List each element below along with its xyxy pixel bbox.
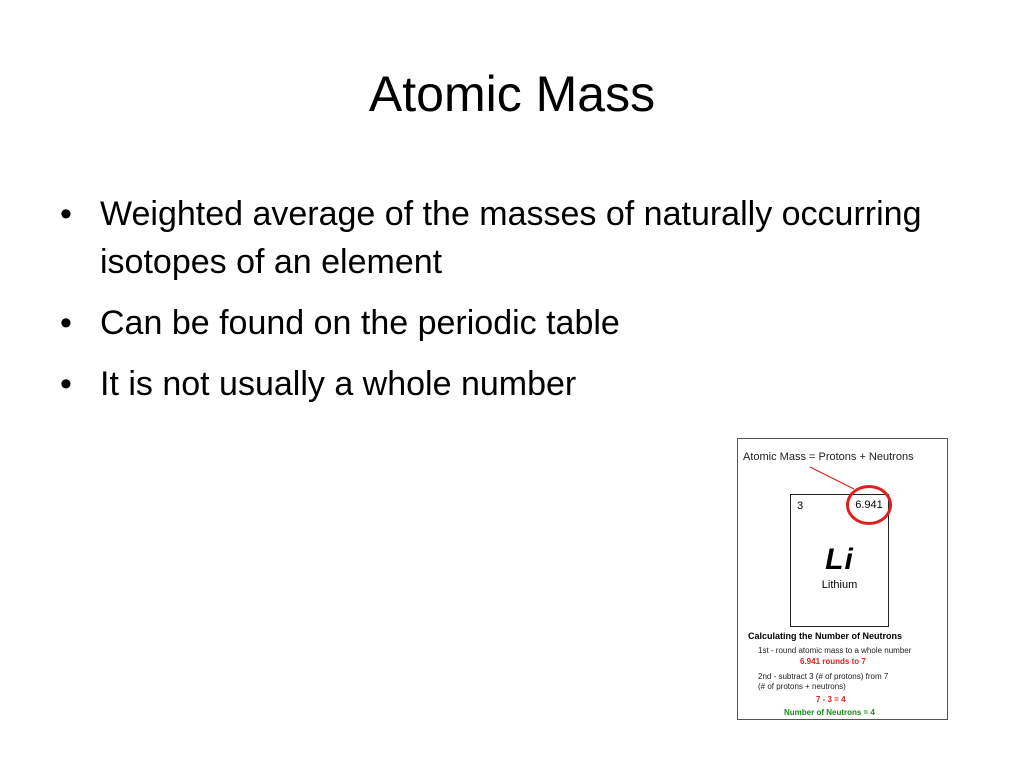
- bullet-text: It is not usually a whole number: [100, 365, 577, 403]
- calc-step-2-line-2: (# of protons + neutrons): [758, 682, 846, 691]
- calc-heading: Calculating the Number of Neutrons: [748, 631, 903, 641]
- bullet-item: [52, 360, 952, 408]
- element-symbol: Li: [825, 543, 854, 576]
- slide-title: Atomic Mass: [368, 66, 656, 122]
- calc-step-1-result: 6.941 rounds to 7: [800, 657, 866, 666]
- bullet-text: Can be found on the periodic table: [100, 304, 620, 342]
- bullet-item: [52, 299, 952, 347]
- neutron-count-result: Number of Neutrons = 4: [784, 708, 875, 717]
- calc-step-2-line-1: 2nd - subtract 3 (# of protons) from 7: [758, 672, 889, 681]
- bullet-list: [52, 190, 952, 421]
- calc-step-1: 1st - round atomic mass to a whole number: [758, 646, 912, 655]
- lithium-atomic-mass-figure: [737, 438, 948, 720]
- bullet-marker: •: [60, 304, 72, 342]
- bullet-item: [52, 190, 952, 286]
- element-name: Lithium: [821, 579, 858, 591]
- atomic-number: 3: [797, 500, 804, 512]
- atomic-mass-value: 6.941: [855, 499, 883, 511]
- calc-step-2-result: 7 - 3 = 4: [816, 695, 846, 704]
- figure-heading: Atomic Mass = Protons + Neutrons: [743, 451, 914, 463]
- bullet-marker: •: [60, 195, 72, 233]
- bullet-text: Weighted average of the masses of naturally occurring isotopes of an element: [100, 195, 922, 281]
- bullet-marker: •: [60, 365, 72, 403]
